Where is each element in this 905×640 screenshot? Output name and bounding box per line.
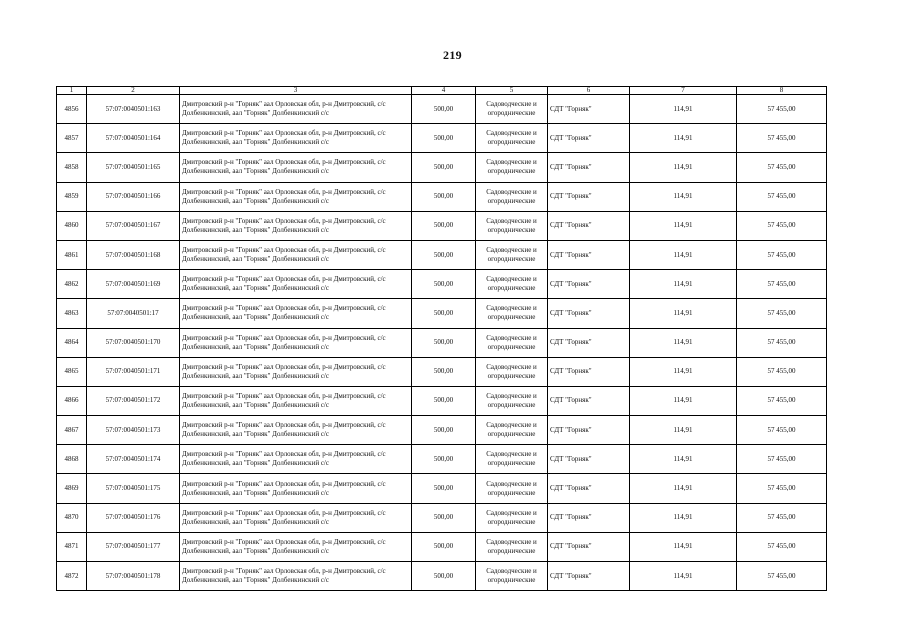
table-row (57, 95, 827, 124)
row-number-cell: 4856 (57, 95, 87, 124)
cadastral-number-cell: 57:07:0040501:171 (87, 357, 180, 386)
table-row (57, 357, 827, 386)
cadastral-value-cell: 114,91 (630, 532, 737, 561)
header-row (57, 87, 827, 95)
cadastral-value-cell: 114,91 (630, 357, 737, 386)
area-cell: 500,00 (412, 240, 476, 269)
area-cell: 500,00 (412, 386, 476, 415)
area-cell: 500,00 (412, 270, 476, 299)
total-value-cell: 57 455,00 (737, 240, 827, 269)
land-use-cell: Садоводческие и огороднические (476, 153, 548, 182)
table-body (57, 95, 827, 591)
table-row (57, 562, 827, 591)
page-number: 219 (443, 48, 462, 62)
cadastral-value-cell: 114,91 (630, 328, 737, 357)
row-number-cell: 4867 (57, 416, 87, 445)
cadastral-value-cell: 114,91 (630, 240, 737, 269)
cadastral-value-cell: 114,91 (630, 445, 737, 474)
total-value-cell: 57 455,00 (737, 416, 827, 445)
cadastral-number-cell: 57:07:0040501:165 (87, 153, 180, 182)
row-number-cell: 4862 (57, 270, 87, 299)
cadastral-value-cell: 114,91 (630, 474, 737, 503)
row-number-cell: 4868 (57, 445, 87, 474)
organization-cell: СДТ "Горняк" (548, 474, 630, 503)
cadastral-number-cell: 57:07:0040501:163 (87, 95, 180, 124)
area-cell: 500,00 (412, 562, 476, 591)
area-cell: 500,00 (412, 95, 476, 124)
cadastral-value-cell: 114,91 (630, 386, 737, 415)
organization-cell: СДТ "Горняк" (548, 124, 630, 153)
cadastral-number-cell: 57:07:0040501:178 (87, 562, 180, 591)
cadastral-number-cell: 57:07:0040501:167 (87, 211, 180, 240)
land-use-cell: Садоводческие и огороднические (476, 95, 548, 124)
table-row (57, 416, 827, 445)
land-use-cell: Садоводческие и огороднические (476, 182, 548, 211)
address-cell: Дмитровский р-н "Горняк" аал Орловская обл, р-н Дмитровский, с/с Долбенкинский, аал "Горняк" Долбенкинский с/с (180, 474, 412, 503)
row-number-cell: 4865 (57, 357, 87, 386)
cadastral-number-cell: 57:07:0040501:177 (87, 532, 180, 561)
header-cell: 1 (57, 87, 87, 95)
area-cell: 500,00 (412, 153, 476, 182)
header-cell: 2 (87, 87, 180, 95)
table-row (57, 532, 827, 561)
address-cell: Дмитровский р-н "Горняк" аал Орловская обл, р-н Дмитровский, с/с Долбенкинский, аал "Горняк" Долбенкинский с/с (180, 386, 412, 415)
cadastral-value-cell: 114,91 (630, 211, 737, 240)
land-registry-table (56, 86, 827, 591)
organization-cell: СДТ "Горняк" (548, 328, 630, 357)
table-row (57, 445, 827, 474)
total-value-cell: 57 455,00 (737, 503, 827, 532)
organization-cell: СДТ "Горняк" (548, 357, 630, 386)
area-cell: 500,00 (412, 299, 476, 328)
table-row (57, 270, 827, 299)
address-cell: Дмитровский р-н "Горняк" аал Орловская обл, р-н Дмитровский, с/с Долбенкинский, аал "Горняк" Долбенкинский с/с (180, 445, 412, 474)
land-use-cell: Садоводческие и огороднические (476, 211, 548, 240)
organization-cell: СДТ "Горняк" (548, 532, 630, 561)
land-use-cell: Садоводческие и огороднические (476, 386, 548, 415)
organization-cell: СДТ "Горняк" (548, 270, 630, 299)
address-cell: Дмитровский р-н "Горняк" аал Орловская обл, р-н Дмитровский, с/с Долбенкинский, аал "Горняк" Долбенкинский с/с (180, 240, 412, 269)
row-number-cell: 4860 (57, 211, 87, 240)
organization-cell: СДТ "Горняк" (548, 95, 630, 124)
cadastral-number-cell: 57:07:0040501:172 (87, 386, 180, 415)
cadastral-value-cell: 114,91 (630, 562, 737, 591)
address-cell: Дмитровский р-н "Горняк" аал Орловская обл, р-н Дмитровский, с/с Долбенкинский, аал "Горняк" Долбенкинский с/с (180, 211, 412, 240)
address-cell: Дмитровский р-н "Горняк" аал Орловская обл, р-н Дмитровский, с/с Долбенкинский, аал "Горняк" Долбенкинский с/с (180, 532, 412, 561)
row-number-cell: 4871 (57, 532, 87, 561)
cadastral-value-cell: 114,91 (630, 416, 737, 445)
total-value-cell: 57 455,00 (737, 386, 827, 415)
total-value-cell: 57 455,00 (737, 445, 827, 474)
cadastral-value-cell: 114,91 (630, 153, 737, 182)
row-number-cell: 4858 (57, 153, 87, 182)
cadastral-value-cell: 114,91 (630, 503, 737, 532)
address-cell: Дмитровский р-н "Горняк" аал Орловская обл, р-н Дмитровский, с/с Долбенкинский, аал "Горняк" Долбенкинский с/с (180, 182, 412, 211)
header-cell: 7 (630, 87, 737, 95)
land-use-cell: Садоводческие и огороднические (476, 299, 548, 328)
total-value-cell: 57 455,00 (737, 474, 827, 503)
cadastral-number-cell: 57:07:0040501:164 (87, 124, 180, 153)
table-row (57, 503, 827, 532)
table-row (57, 299, 827, 328)
header-cell: 8 (737, 87, 827, 95)
organization-cell: СДТ "Горняк" (548, 562, 630, 591)
area-cell: 500,00 (412, 474, 476, 503)
organization-cell: СДТ "Горняк" (548, 386, 630, 415)
cadastral-number-cell: 57:07:0040501:168 (87, 240, 180, 269)
total-value-cell: 57 455,00 (737, 562, 827, 591)
total-value-cell: 57 455,00 (737, 182, 827, 211)
organization-cell: СДТ "Горняк" (548, 503, 630, 532)
total-value-cell: 57 455,00 (737, 124, 827, 153)
table-row (57, 474, 827, 503)
cadastral-number-cell: 57:07:0040501:17 (87, 299, 180, 328)
area-cell: 500,00 (412, 445, 476, 474)
address-cell: Дмитровский р-н "Горняк" аал Орловская обл, р-н Дмитровский, с/с Долбенкинский, аал "Горняк" Долбенкинский с/с (180, 562, 412, 591)
organization-cell: СДТ "Горняк" (548, 240, 630, 269)
cadastral-number-cell: 57:07:0040501:173 (87, 416, 180, 445)
row-number-cell: 4863 (57, 299, 87, 328)
organization-cell: СДТ "Горняк" (548, 182, 630, 211)
area-cell: 500,00 (412, 532, 476, 561)
address-cell: Дмитровский р-н "Горняк" аал Орловская обл, р-н Дмитровский, с/с Долбенкинский, аал "Горняк" Долбенкинский с/с (180, 124, 412, 153)
land-use-cell: Садоводческие и огороднические (476, 270, 548, 299)
land-use-cell: Садоводческие и огороднические (476, 240, 548, 269)
total-value-cell: 57 455,00 (737, 328, 827, 357)
table-row (57, 386, 827, 415)
cadastral-value-cell: 114,91 (630, 182, 737, 211)
total-value-cell: 57 455,00 (737, 299, 827, 328)
header-cell: 6 (548, 87, 630, 95)
organization-cell: СДТ "Горняк" (548, 153, 630, 182)
land-use-cell: Садоводческие и огороднические (476, 562, 548, 591)
total-value-cell: 57 455,00 (737, 532, 827, 561)
cadastral-number-cell: 57:07:0040501:175 (87, 474, 180, 503)
address-cell: Дмитровский р-н "Горняк" аал Орловская обл, р-н Дмитровский, с/с Долбенкинский, аал "Горняк" Долбенкинский с/с (180, 299, 412, 328)
land-use-cell: Садоводческие и огороднические (476, 532, 548, 561)
row-number-cell: 4872 (57, 562, 87, 591)
address-cell: Дмитровский р-н "Горняк" аал Орловская обл, р-н Дмитровский, с/с Долбенкинский, аал "Горняк" Долбенкинский с/с (180, 416, 412, 445)
total-value-cell: 57 455,00 (737, 211, 827, 240)
area-cell: 500,00 (412, 357, 476, 386)
cadastral-value-cell: 114,91 (630, 95, 737, 124)
row-number-cell: 4870 (57, 503, 87, 532)
area-cell: 500,00 (412, 211, 476, 240)
cadastral-number-cell: 57:07:0040501:174 (87, 445, 180, 474)
address-cell: Дмитровский р-н "Горняк" аал Орловская обл, р-н Дмитровский, с/с Долбенкинский, аал "Горняк" Долбенкинский с/с (180, 357, 412, 386)
land-use-cell: Садоводческие и огороднические (476, 445, 548, 474)
header-cell: 5 (476, 87, 548, 95)
organization-cell: СДТ "Горняк" (548, 445, 630, 474)
row-number-cell: 4857 (57, 124, 87, 153)
cadastral-value-cell: 114,91 (630, 299, 737, 328)
header-cell: 3 (180, 87, 412, 95)
address-cell: Дмитровский р-н "Горняк" аал Орловская обл, р-н Дмитровский, с/с Долбенкинский, аал "Горняк" Долбенкинский с/с (180, 95, 412, 124)
cadastral-value-cell: 114,91 (630, 270, 737, 299)
address-cell: Дмитровский р-н "Горняк" аал Орловская обл, р-н Дмитровский, с/с Долбенкинский, аал "Горняк" Долбенкинский с/с (180, 328, 412, 357)
total-value-cell: 57 455,00 (737, 153, 827, 182)
row-number-cell: 4864 (57, 328, 87, 357)
area-cell: 500,00 (412, 328, 476, 357)
address-cell: Дмитровский р-н "Горняк" аал Орловская обл, р-н Дмитровский, с/с Долбенкинский, аал "Горняк" Долбенкинский с/с (180, 153, 412, 182)
area-cell: 500,00 (412, 182, 476, 211)
land-use-cell: Садоводческие и огороднические (476, 124, 548, 153)
land-use-cell: Садоводческие и огороднические (476, 328, 548, 357)
area-cell: 500,00 (412, 124, 476, 153)
row-number-cell: 4866 (57, 386, 87, 415)
cadastral-number-cell: 57:07:0040501:169 (87, 270, 180, 299)
total-value-cell: 57 455,00 (737, 95, 827, 124)
address-cell: Дмитровский р-н "Горняк" аал Орловская обл, р-н Дмитровский, с/с Долбенкинский, аал "Горняк" Долбенкинский с/с (180, 270, 412, 299)
table-row (57, 182, 827, 211)
cadastral-number-cell: 57:07:0040501:170 (87, 328, 180, 357)
table-row (57, 211, 827, 240)
area-cell: 500,00 (412, 416, 476, 445)
cadastral-value-cell: 114,91 (630, 124, 737, 153)
table-row (57, 240, 827, 269)
table-row (57, 328, 827, 357)
organization-cell: СДТ "Горняк" (548, 416, 630, 445)
cadastral-number-cell: 57:07:0040501:176 (87, 503, 180, 532)
table-row (57, 124, 827, 153)
total-value-cell: 57 455,00 (737, 270, 827, 299)
area-cell: 500,00 (412, 503, 476, 532)
row-number-cell: 4869 (57, 474, 87, 503)
land-use-cell: Садоводческие и огороднические (476, 357, 548, 386)
land-use-cell: Садоводческие и огороднические (476, 503, 548, 532)
address-cell: Дмитровский р-н "Горняк" аал Орловская обл, р-н Дмитровский, с/с Долбенкинский, аал "Горняк" Долбенкинский с/с (180, 503, 412, 532)
total-value-cell: 57 455,00 (737, 357, 827, 386)
land-use-cell: Садоводческие и огороднические (476, 474, 548, 503)
organization-cell: СДТ "Горняк" (548, 211, 630, 240)
header-cell: 4 (412, 87, 476, 95)
cadastral-number-cell: 57:07:0040501:166 (87, 182, 180, 211)
row-number-cell: 4859 (57, 182, 87, 211)
land-use-cell: Садоводческие и огороднические (476, 416, 548, 445)
table-row (57, 153, 827, 182)
organization-cell: СДТ "Горняк" (548, 299, 630, 328)
row-number-cell: 4861 (57, 240, 87, 269)
